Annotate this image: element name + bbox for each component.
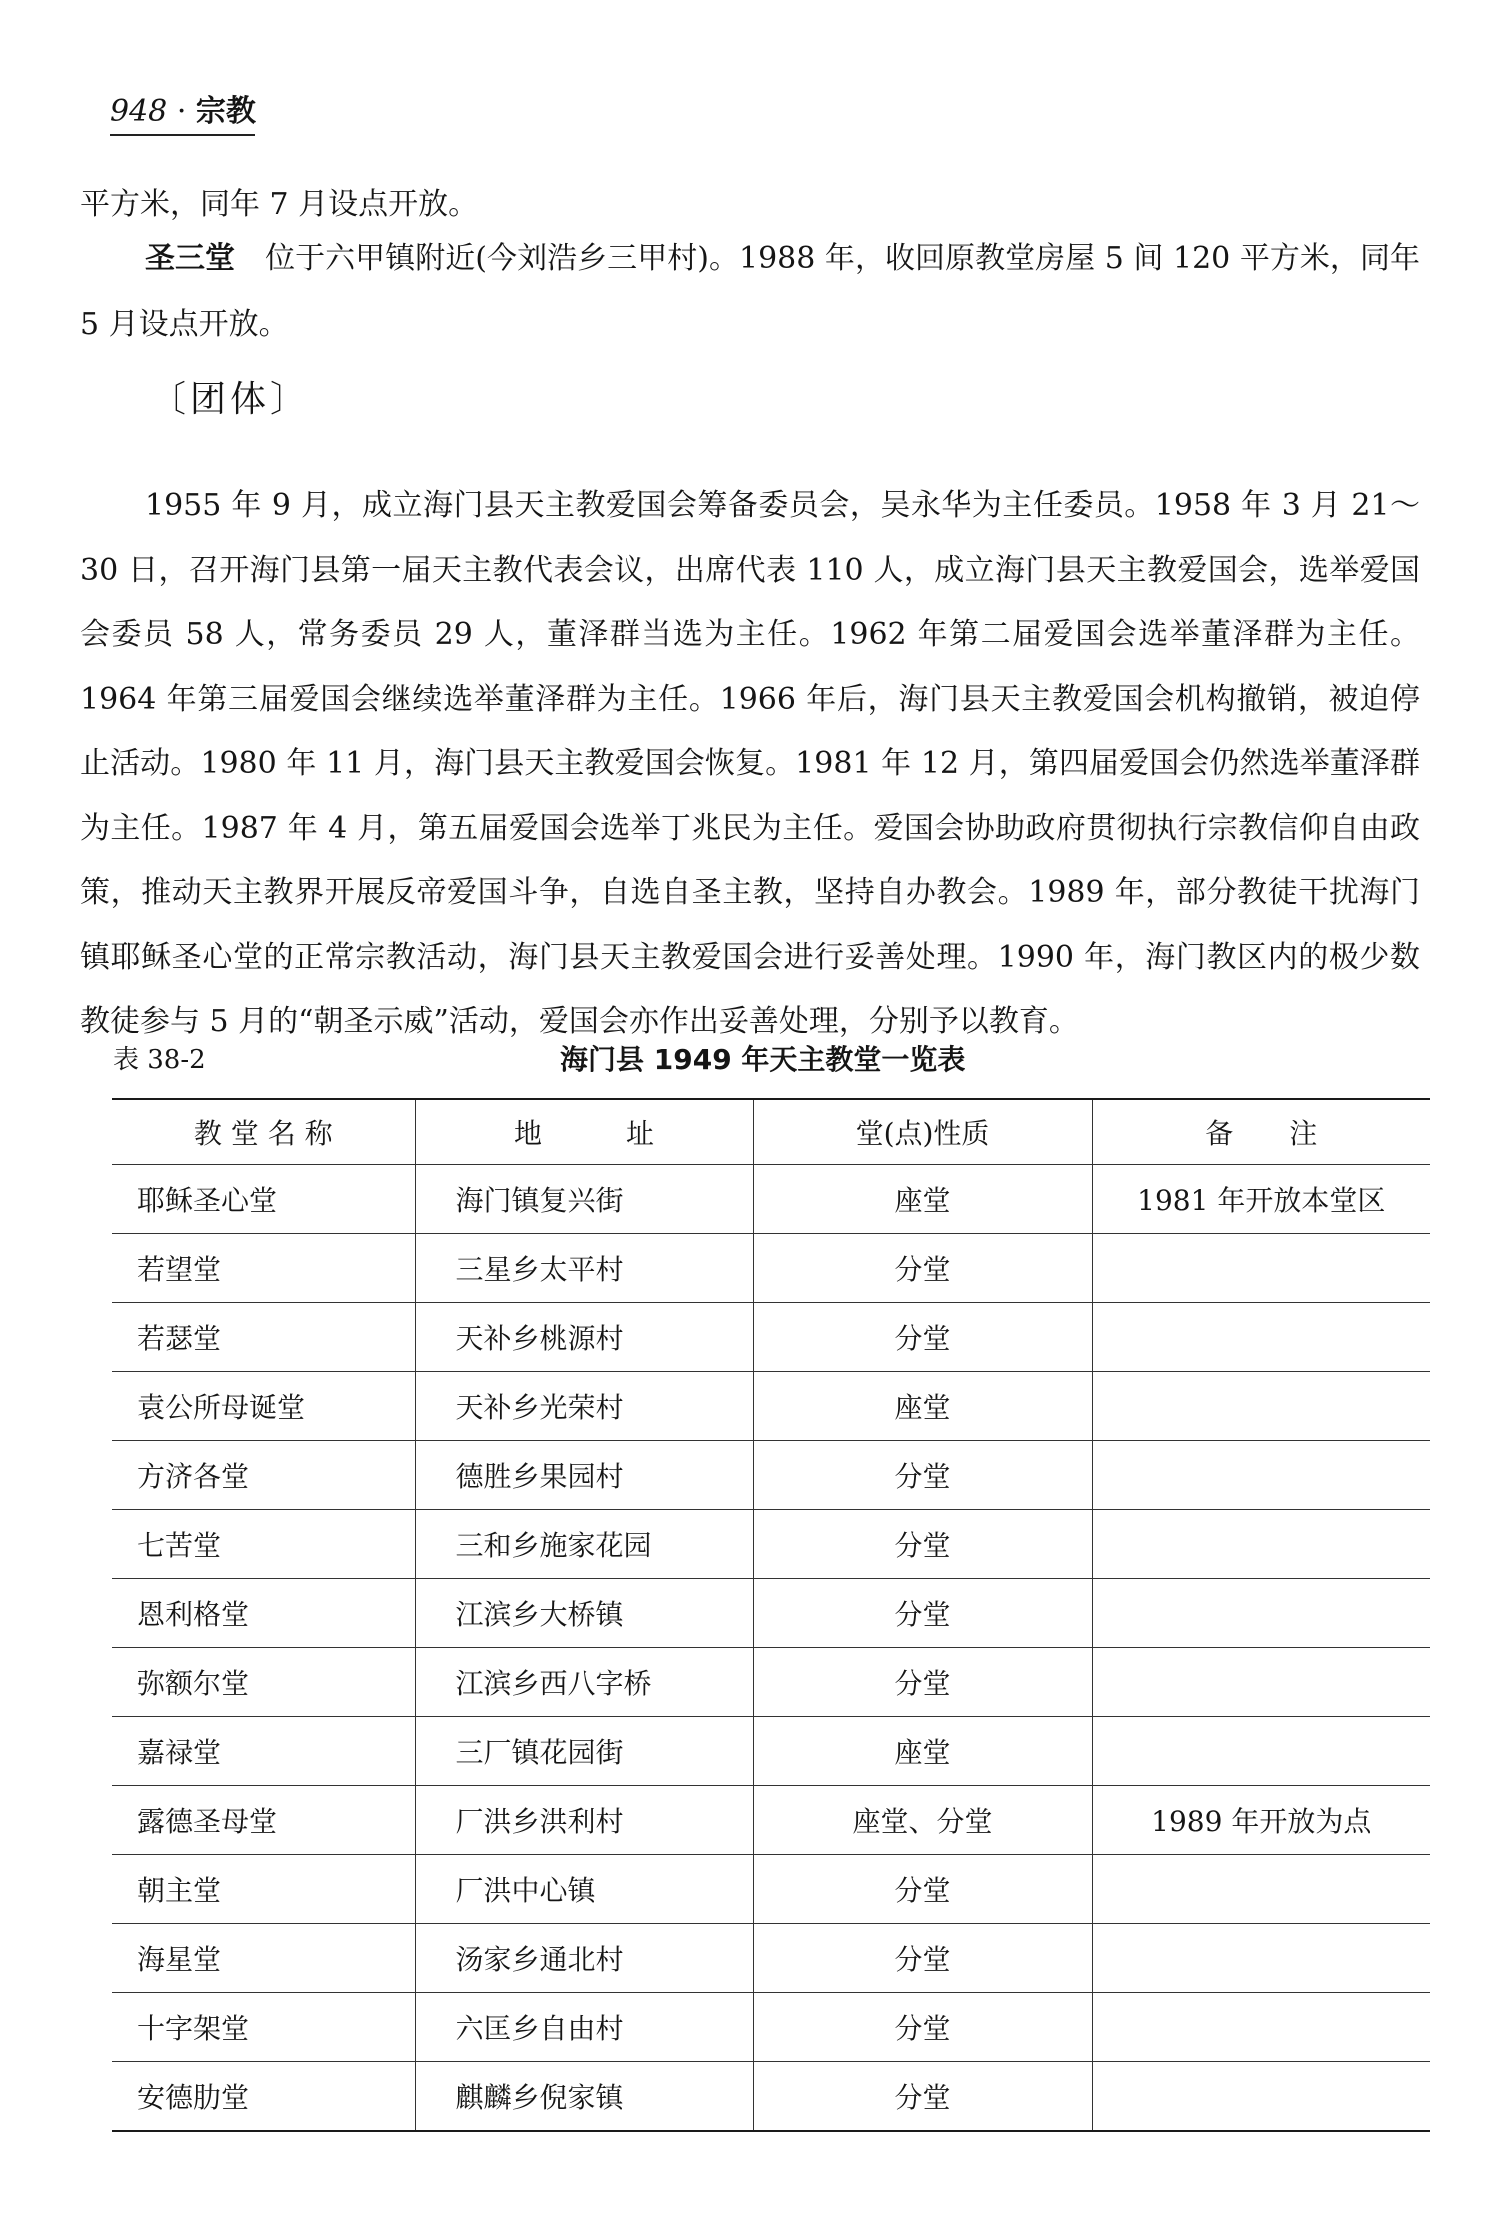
cell-nature: 分堂 <box>753 1648 1092 1717</box>
header-cell-name: 教 堂 名 称 <box>112 1099 415 1165</box>
section-name: 宗教 <box>195 94 256 129</box>
table-row <box>112 1510 1430 1579</box>
header-cell-nature: 堂(点)性质 <box>753 1099 1092 1165</box>
cell-church-name: 耶稣圣心堂 <box>112 1165 415 1234</box>
cell-note <box>1092 1924 1430 1993</box>
table-row <box>112 1303 1430 1372</box>
cell-note <box>1092 1579 1430 1648</box>
table-row <box>112 1579 1430 1648</box>
cell-address: 江滨乡西八字桥 <box>415 1648 753 1717</box>
cell-nature: 分堂 <box>753 1579 1092 1648</box>
table-row <box>112 2062 1430 2132</box>
header-separator: · <box>176 94 187 129</box>
cell-address: 麒麟乡倪家镇 <box>415 2062 753 2132</box>
paragraph-shengsantang <box>80 226 1420 358</box>
cell-address: 厂洪中心镇 <box>415 1855 753 1924</box>
header-underline <box>110 134 255 136</box>
cell-nature: 座堂 <box>753 1717 1092 1786</box>
running-header <box>110 92 256 132</box>
header-cell-note: 备 注 <box>1092 1099 1430 1165</box>
cell-church-name: 袁公所母诞堂 <box>112 1372 415 1441</box>
cell-note <box>1092 1510 1430 1579</box>
table-row <box>112 1234 1430 1303</box>
paragraph-organizations: 1955 年 9 月，成立海门县天主教爱国会筹备委员会，吴永华为主任委员。1958 年 3 月 21～30 日，召开海门县第一届天主教代表会议，出席代表 110 人，成立海门县天主教爱国会，选举爱国会委员 58 人，常务委员 29 人，董泽群当选为主任。1962 年第二届爱国会选举董泽群为主任。1964 年第三届爱国会继续选举董泽群为主任。1966 年后，海门县天主教爱国会机构撤销，被迫停止活动。1980 年 11 月，海门县天主教爱国会恢复。1981 年 12 月，第四届爱国会仍然选举董泽群为主任。1987 年 4 月，第五届爱国会选举丁兆民为主任。爱国会协助政府贯彻执行宗教信仰自由政策，推动天主教界开展反帝爱国斗争，自选自圣主教，坚持自办教会。1989 年，部分教徒干扰海门镇耶稣圣心堂的正常宗教活动，海门县天主教爱国会进行妥善处理。1990 年，海门教区内的极少数教徒参与 5 月的“朝圣示威”活动，爱国会亦作出妥善处理，分别予以教育。 <box>80 488 1420 1039</box>
cell-nature: 分堂 <box>753 1234 1092 1303</box>
cell-note <box>1092 1234 1430 1303</box>
page-number: 948 <box>110 94 168 129</box>
cell-nature: 座堂 <box>753 1372 1092 1441</box>
cell-nature: 分堂 <box>753 1441 1092 1510</box>
cell-nature: 分堂 <box>753 1924 1092 1993</box>
cell-nature: 分堂 <box>753 1510 1092 1579</box>
cell-church-name: 海星堂 <box>112 1924 415 1993</box>
cell-church-name: 嘉禄堂 <box>112 1717 415 1786</box>
cell-note <box>1092 1855 1430 1924</box>
cell-church-name: 弥额尔堂 <box>112 1648 415 1717</box>
section-heading: 〔团体〕 <box>150 379 311 420</box>
cell-church-name: 露德圣母堂 <box>112 1786 415 1855</box>
cell-nature: 座堂、分堂 <box>753 1786 1092 1855</box>
table-body <box>112 1165 1430 2132</box>
table-title: 海门县 1949 年天主教堂一览表 <box>560 1043 966 1076</box>
cell-note <box>1092 1648 1430 1717</box>
table-row <box>112 1372 1430 1441</box>
cell-address: 天补乡光荣村 <box>415 1372 753 1441</box>
cell-nature: 分堂 <box>753 1855 1092 1924</box>
cell-church-name: 十字架堂 <box>112 1993 415 2062</box>
table-row <box>112 1924 1430 1993</box>
cell-address: 三和乡施家花园 <box>415 1510 753 1579</box>
table-row <box>112 1165 1430 1234</box>
cell-address: 三厂镇花园街 <box>415 1717 753 1786</box>
entry-heading: 圣三堂 <box>145 241 236 276</box>
cell-nature: 分堂 <box>753 2062 1092 2132</box>
cell-note <box>1092 1717 1430 1786</box>
table-row <box>112 1993 1430 2062</box>
church-table <box>112 1098 1430 2132</box>
table-number: 表 38-2 <box>113 1045 206 1075</box>
cell-address: 海门镇复兴街 <box>415 1165 753 1234</box>
cell-nature: 分堂 <box>753 1993 1092 2062</box>
cell-note <box>1092 1303 1430 1372</box>
table-row <box>112 1786 1430 1855</box>
header-cell-address: 地 址 <box>415 1099 753 1165</box>
cell-note <box>1092 1441 1430 1510</box>
paragraph-continued: 平方米，同年 7 月设点开放。 <box>80 187 479 222</box>
table-row <box>112 1717 1430 1786</box>
table-row <box>112 1648 1430 1717</box>
cell-address: 三星乡太平村 <box>415 1234 753 1303</box>
cell-address: 江滨乡大桥镇 <box>415 1579 753 1648</box>
table-row <box>112 1855 1430 1924</box>
cell-church-name: 若望堂 <box>112 1234 415 1303</box>
cell-church-name: 方济各堂 <box>112 1441 415 1510</box>
cell-nature: 座堂 <box>753 1165 1092 1234</box>
cell-church-name: 七苦堂 <box>112 1510 415 1579</box>
cell-note <box>1092 1372 1430 1441</box>
cell-address: 汤家乡通北村 <box>415 1924 753 1993</box>
cell-note <box>1092 1993 1430 2062</box>
table-header-row <box>112 1099 1430 1165</box>
cell-address: 厂洪乡洪利村 <box>415 1786 753 1855</box>
cell-church-name: 朝主堂 <box>112 1855 415 1924</box>
cell-address: 天补乡桃源村 <box>415 1303 753 1372</box>
cell-church-name: 恩利格堂 <box>112 1579 415 1648</box>
cell-address: 六匡乡自由村 <box>415 1993 753 2062</box>
cell-nature: 分堂 <box>753 1303 1092 1372</box>
table-row <box>112 1441 1430 1510</box>
cell-address: 德胜乡果园村 <box>415 1441 753 1510</box>
cell-church-name: 安德肋堂 <box>112 2062 415 2132</box>
cell-church-name: 若瑟堂 <box>112 1303 415 1372</box>
cell-note: 1981 年开放本堂区 <box>1092 1165 1430 1234</box>
cell-note: 1989 年开放为点 <box>1092 1786 1430 1855</box>
entry-text: 位于六甲镇附近(今刘浩乡三甲村)。1988 年，收回原教堂房屋 5 间 120 平方米，同年 5 月设点开放。 <box>80 241 1420 342</box>
cell-note <box>1092 2062 1430 2132</box>
